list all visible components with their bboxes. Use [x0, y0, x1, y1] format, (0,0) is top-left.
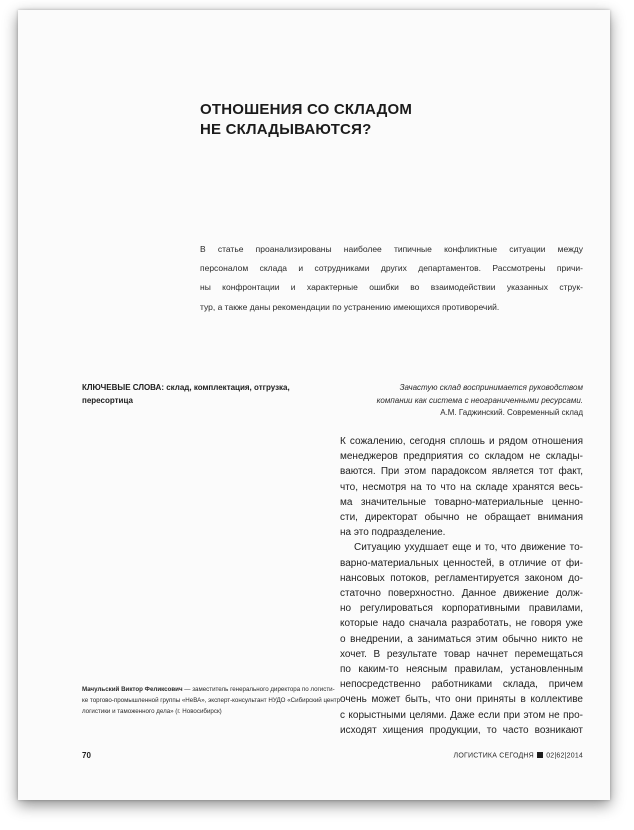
- author-line: [82, 685, 340, 696]
- abstract-line: тур, а также даны рекомендации по устранению имеющихся противоречий.: [200, 301, 500, 312]
- epigraph-quote-line: Зачастую склад воспринимается руководством: [399, 383, 583, 392]
- epigraph-source: А.М. Гаджинский. Современный склад: [440, 408, 583, 417]
- abstract-line: ны конфронтации и характерные ошибки во взаимодействии указанных струк-: [200, 282, 583, 293]
- body-line: сти, директорат обычно не обращает внимания: [340, 512, 583, 524]
- body-line: что, несмотря на то что на складе хранятся весь-: [340, 481, 583, 493]
- body-line: но регулироваться корпоративными правилами,: [340, 603, 583, 615]
- body-line: на это подразделение.: [340, 527, 446, 539]
- square-bullet-icon: [537, 752, 543, 758]
- keywords-line: КЛЮЧЕВЫЕ СЛОВА: склад, комплектация, отгрузка,: [82, 383, 290, 392]
- body-paragraph: [340, 540, 583, 738]
- article-title: [200, 100, 412, 140]
- keywords-line: пересортица: [82, 395, 133, 405]
- body-line: нансовых потоков, регламентируется законом до-: [340, 572, 583, 584]
- author-line: логистики и таможенного дела» (г. Новосибирск): [82, 707, 222, 715]
- body-line: ваются. При этом парадоксом является тот факт,: [340, 466, 583, 478]
- body-line: варно-материальных ценностей, в отличие от фи-: [340, 557, 583, 569]
- epigraph: [340, 382, 583, 420]
- body-line: хочет. В результате товар начнет перемещаться: [340, 648, 583, 660]
- article-body: [340, 434, 583, 738]
- abstract-line: В статье проанализированы наиболее типичные конфликтные ситуации между: [200, 244, 583, 254]
- body-line: Ситуацию ухудшает еще и то, что движение то-: [354, 542, 583, 554]
- keywords: [82, 382, 317, 407]
- body-line: очень может быть, что они приняты в коллективе: [340, 694, 583, 706]
- abstract-line: персоналом склада и сотрудниками других департаментов. Рассмотрены причи-: [200, 263, 583, 274]
- body-line: которые надо сначала разработать, не говоря уже: [340, 618, 583, 630]
- body-line: статочно поверхностно. Данное движение долж-: [340, 588, 583, 600]
- body-line: с корыстными целями. Даже если при этом не про-: [340, 709, 583, 721]
- author-line: ке торгово-промышленной группы «НеВА», эксперт-консультант НУДО «Сибирский центр: [82, 696, 341, 704]
- body-line: К сожалению, сегодня сплошь и рядом отношения: [340, 436, 583, 447]
- journal-page: [18, 10, 610, 800]
- journal-name: ЛОГИСТИКА СЕГОДНЯ: [453, 752, 534, 760]
- body-line: непосредственно работниками склада, причем: [340, 679, 583, 691]
- author-name: Мачульский Виктор Феликсович: [82, 686, 183, 693]
- journal-issue: 02|62|2014: [546, 752, 583, 760]
- body-line: менеджеров предприятия со складом не склады-: [340, 451, 583, 463]
- abstract: [200, 240, 583, 317]
- body-line: ма значительные товарно-материальные ценно-: [340, 496, 583, 508]
- body-line: о внедрении, а заниматься этим обычно никто не: [340, 633, 583, 645]
- body-line: по каким-то неясным правилам, установленным: [340, 664, 583, 676]
- title-line: ОТНОШЕНИЯ СО СКЛАДОМ: [200, 101, 413, 118]
- journal-footer: [454, 752, 583, 760]
- epigraph-quote-line: компании как система с неограниченными ресурсами.: [376, 395, 583, 405]
- body-paragraph: [340, 434, 583, 540]
- body-line: исходят хищения продукции, то часто возникают: [340, 724, 583, 736]
- title-line: НЕ СКЛАДЫВАЮТСЯ?: [200, 121, 372, 138]
- author-position: — заместитель генерального директора по логисти-: [182, 686, 335, 693]
- author-info: [82, 685, 340, 717]
- page-number: 70: [82, 751, 91, 760]
